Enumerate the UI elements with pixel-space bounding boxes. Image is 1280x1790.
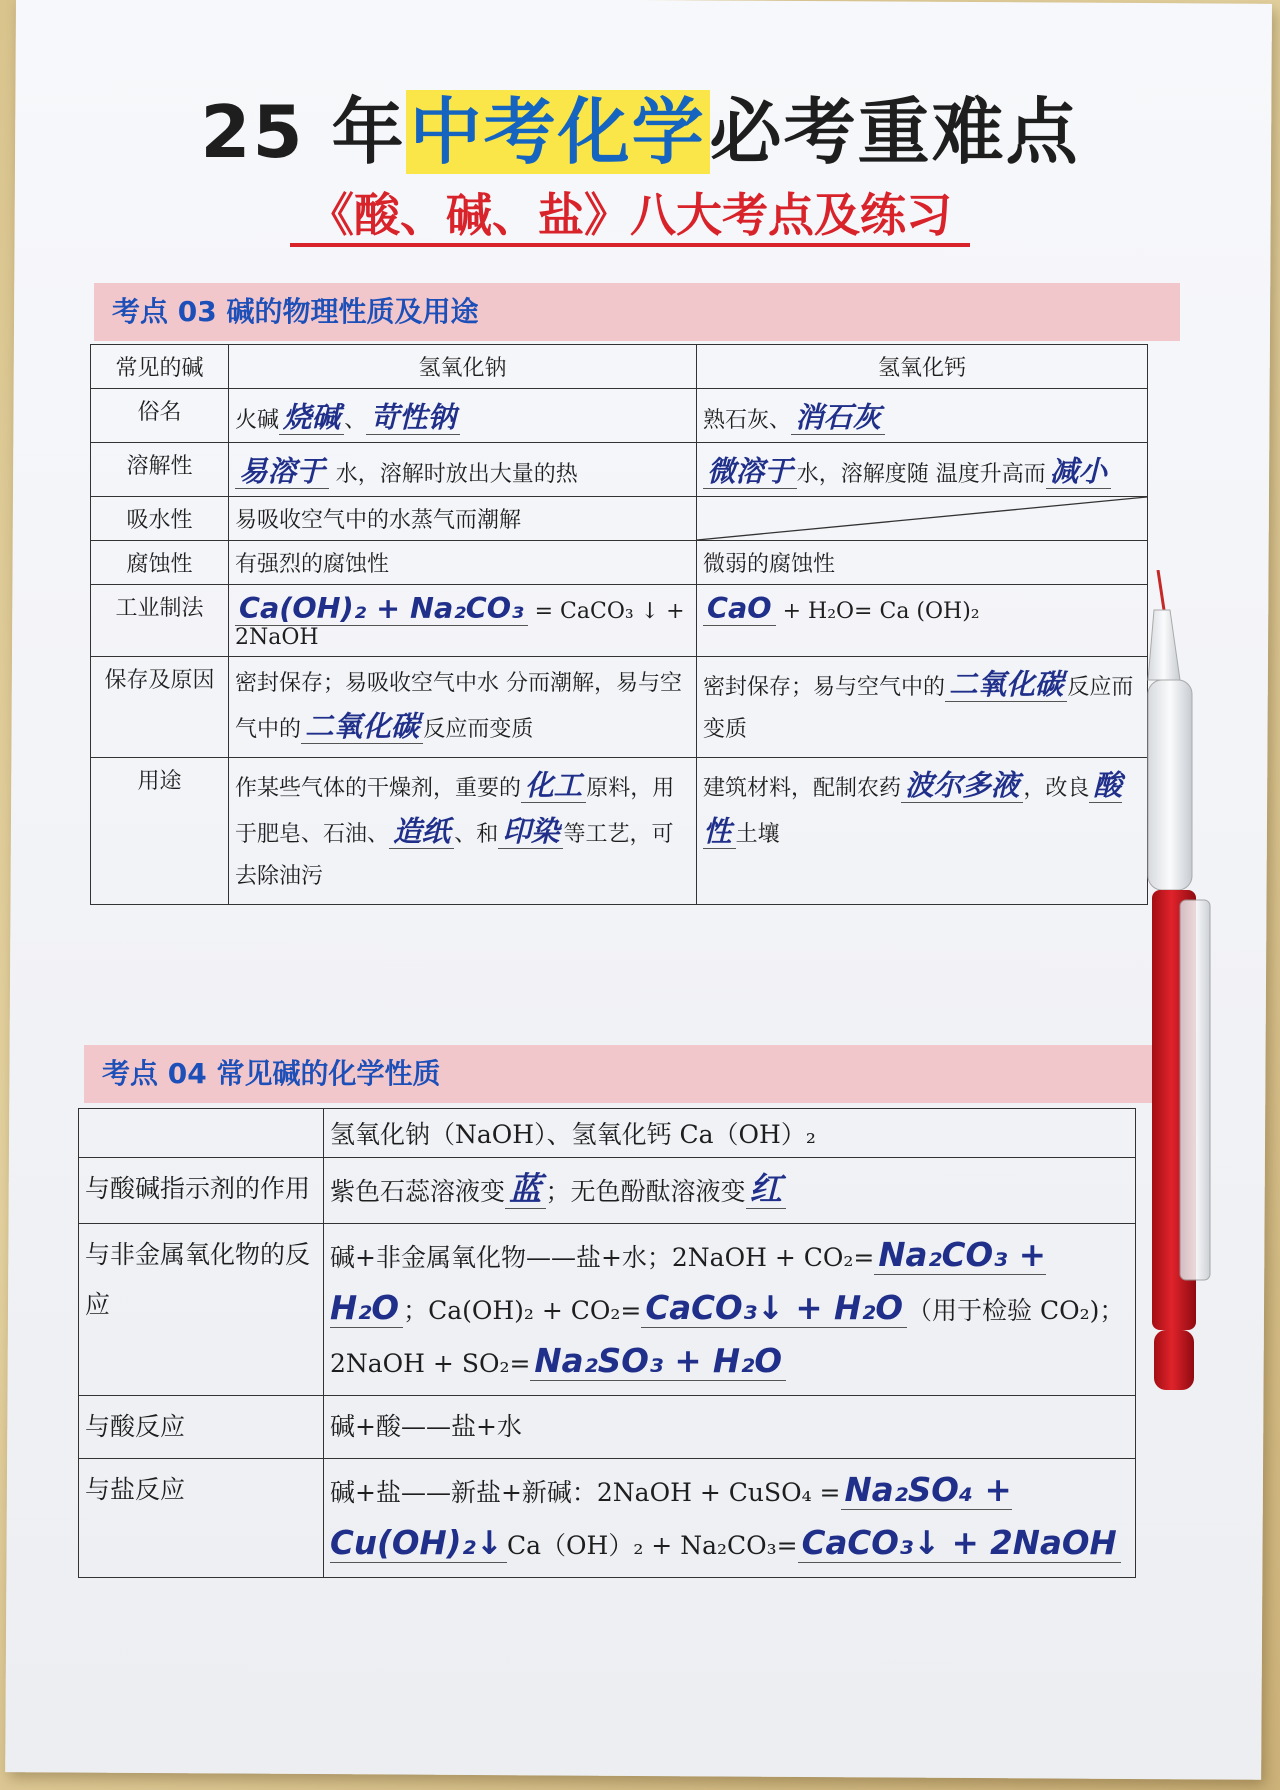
- printed-text: 碱+盐——新盐+新碱：2NaOH + CuSO₄ =: [330, 1478, 841, 1507]
- handwritten-answer: 易溶于: [235, 454, 329, 489]
- handwritten-answer: 印染: [498, 814, 563, 849]
- handwritten-answer: 二氧化碳: [301, 709, 423, 744]
- printed-text: 微弱的腐蚀性: [703, 552, 836, 577]
- row-label: 与盐反应: [79, 1459, 324, 1578]
- printed-text: 水，溶解时放出大量的热: [328, 462, 578, 487]
- printed-text: 、: [344, 408, 367, 433]
- printed-text: 密封保存；易与空气中的: [703, 675, 946, 700]
- printed-text: 火碱: [235, 408, 280, 433]
- header-cell: [79, 1109, 324, 1158]
- handwritten-answer: CaCO₃↓ + H₂O: [641, 1289, 907, 1328]
- content-cell: [324, 1459, 1136, 1578]
- printed-text: 有强烈的腐蚀性: [235, 552, 390, 577]
- printed-text: （用于检验 CO₂)；2NaOH + SO₂=: [330, 1296, 1125, 1378]
- table-row: [91, 758, 1148, 905]
- title-part1: 25 年: [200, 90, 406, 174]
- handwritten-answer: Na₂SO₄ + Cu(OH)₂↓: [330, 1471, 1012, 1562]
- header-cell: 氢氧化钙: [697, 345, 1148, 389]
- handwritten-answer: CaO: [703, 591, 776, 626]
- row-label: 用途: [91, 758, 229, 905]
- caoh-cell: [697, 389, 1148, 443]
- printed-text: 易吸收空气中的水蒸气而潮解: [235, 508, 522, 533]
- handwritten-answer: 造纸: [389, 814, 454, 849]
- handwritten-answer: 化工: [521, 768, 586, 803]
- row-label: 与非金属氧化物的反应: [79, 1224, 324, 1396]
- header-cell: 氢氧化钠（NaOH）、氢氧化钙 Ca（OH）₂: [324, 1109, 1136, 1158]
- naoh-cell: [229, 389, 697, 443]
- handwritten-answer: 波尔多液: [901, 768, 1023, 803]
- caoh-cell: [697, 657, 1148, 758]
- table-row: [91, 443, 1148, 497]
- section1-table: [90, 344, 1148, 905]
- handwritten-answer: 消石灰: [791, 400, 885, 435]
- table-row: [79, 1396, 1136, 1459]
- printed-text: 碱+非金属氧化物——盐+水；2NaOH + CO₂=: [330, 1243, 875, 1272]
- printed-text: + H₂O= Ca (OH)₂: [775, 599, 980, 624]
- table-row: [91, 541, 1148, 585]
- page-subtitle: 《酸、碱、盐》八大考点及练习: [290, 190, 970, 247]
- page-title: [0, 90, 1280, 174]
- row-label: 俗名: [91, 389, 229, 443]
- printed-text: ；Ca(OH)₂ + CO₂=: [403, 1296, 642, 1325]
- content-cell: [324, 1158, 1136, 1224]
- table-row: [91, 657, 1148, 758]
- handwritten-answer: Na₂CO₃ + H₂O: [330, 1236, 1046, 1327]
- printed-text: 、和: [454, 822, 499, 847]
- row-label: 吸水性: [91, 497, 229, 541]
- content-cell: [324, 1396, 1136, 1459]
- printed-text: ；无色酚酞溶液变: [545, 1177, 746, 1206]
- row-label: 与酸碱指示剂的作用: [79, 1158, 324, 1224]
- row-label: 与酸反应: [79, 1396, 324, 1459]
- handwritten-answer: 二氧化碳: [945, 667, 1067, 702]
- printed-text: 紫色石蕊溶液变: [330, 1177, 506, 1206]
- naoh-cell: [229, 541, 697, 585]
- printed-text: 建筑材料，配制农药: [703, 776, 902, 801]
- handwritten-answer: 红: [746, 1170, 787, 1209]
- printed-text: 反应而变质: [703, 675, 1134, 742]
- section2-heading: 考点 04 常见碱的化学性质: [84, 1045, 1176, 1103]
- naoh-cell: [229, 497, 697, 541]
- naoh-cell: [229, 585, 697, 657]
- header-cell: 常见的碱: [91, 345, 229, 389]
- printed-text: 反应而变质: [423, 717, 534, 742]
- printed-text: = CaCO₃ ↓ + 2NaOH: [235, 599, 685, 650]
- table-row: [79, 1158, 1136, 1224]
- printed-text: 密封保存；易吸收空气中水 分而潮解，易与空气中的: [235, 671, 682, 742]
- diagonal-line: [697, 497, 1147, 540]
- table-row: [79, 1224, 1136, 1396]
- content-cell: [324, 1224, 1136, 1396]
- printed-text: ，改良: [1023, 776, 1090, 801]
- printed-text: 原料，用于肥皂、石油、: [235, 776, 675, 847]
- title-part2: 必考重难点: [709, 90, 1080, 174]
- table-header-row: [91, 345, 1148, 389]
- row-label: 腐蚀性: [91, 541, 229, 585]
- handwritten-answer: 蓝: [505, 1170, 546, 1209]
- title-highlight: 中考化学: [406, 90, 710, 174]
- table-row: [91, 497, 1148, 541]
- table-header-row: [79, 1109, 1136, 1158]
- caoh-cell: [697, 541, 1148, 585]
- handwritten-answer: 微溶于: [703, 454, 797, 489]
- header-cell: 氢氧化钠: [229, 345, 697, 389]
- caoh-cell: [697, 585, 1148, 657]
- section1-heading: 考点 03 碱的物理性质及用途: [94, 283, 1180, 341]
- printed-text: 土壤: [735, 822, 780, 847]
- printed-text: 等工艺，可去除油污: [235, 822, 674, 889]
- handwritten-answer: 减小: [1046, 454, 1111, 489]
- printed-text: Ca（OH）₂ + Na₂CO₃=: [507, 1531, 798, 1560]
- naoh-cell: [229, 758, 697, 905]
- handwritten-answer: Ca(OH)₂ + Na₂CO₃: [235, 591, 528, 626]
- printed-text: 作某些气体的干燥剂，重要的: [235, 776, 522, 801]
- section2-table: [78, 1108, 1136, 1578]
- table-row: [79, 1459, 1136, 1578]
- caoh-cell: [697, 758, 1148, 905]
- printed-text: 碱+酸——盐+水: [330, 1412, 522, 1441]
- naoh-cell: [229, 657, 697, 758]
- table-row: [91, 389, 1148, 443]
- table-row: [91, 585, 1148, 657]
- handwritten-answer: 苛性钠: [366, 400, 460, 435]
- empty-diagonal-cell: [697, 497, 1148, 541]
- caoh-cell: [697, 443, 1148, 497]
- row-label: 工业制法: [91, 585, 229, 657]
- printed-text: 水，溶解度随 温度升高而: [796, 462, 1046, 487]
- row-label: 溶解性: [91, 443, 229, 497]
- naoh-cell: [229, 443, 697, 497]
- red-pen-icon: [1140, 570, 1240, 1450]
- row-label: 保存及原因: [91, 657, 229, 758]
- handwritten-answer: 烧碱: [279, 400, 344, 435]
- handwritten-answer: 酸性: [703, 768, 1123, 848]
- handwritten-answer: CaCO₃↓ + 2NaOH: [798, 1524, 1121, 1563]
- printed-text: 熟石灰、: [703, 408, 792, 433]
- handwritten-answer: Na₂SO₃ + H₂O: [530, 1342, 786, 1381]
